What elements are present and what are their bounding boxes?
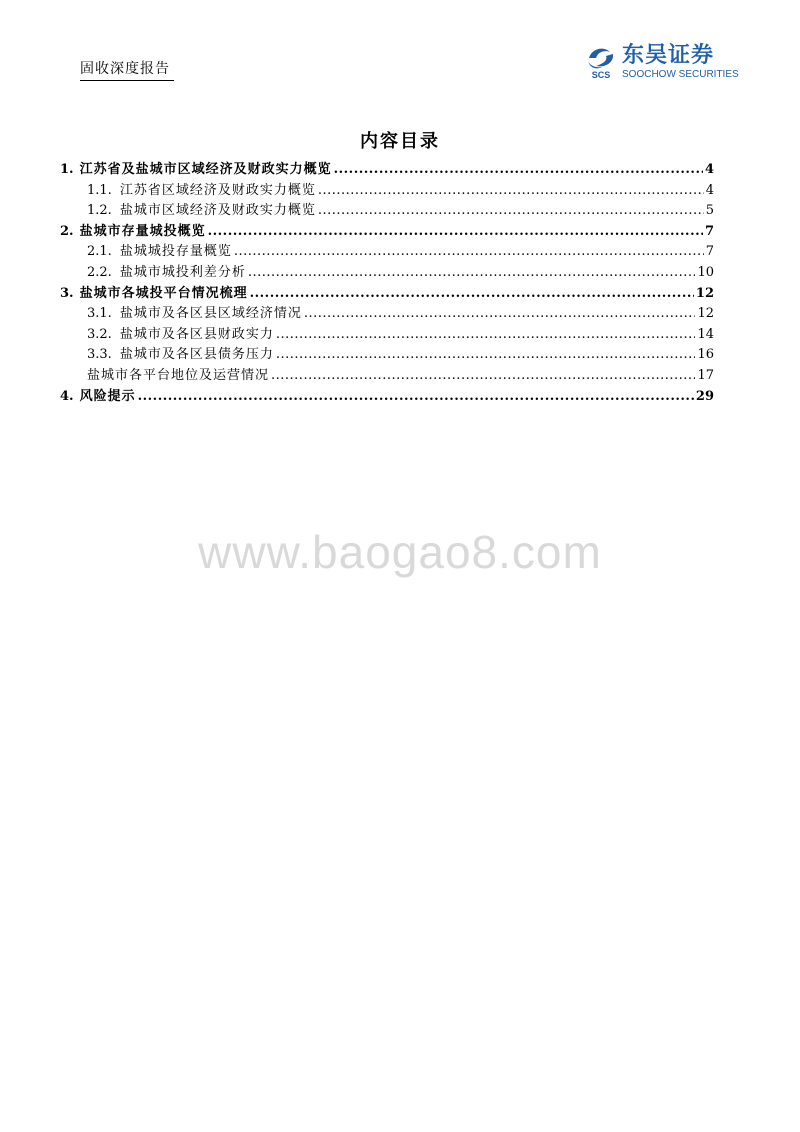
toc-entry[interactable] xyxy=(60,366,714,387)
toc-entry[interactable] xyxy=(60,263,714,284)
toc-leader-dots xyxy=(334,160,703,181)
toc-entry-title: 盐城市及各区县区域经济情况 xyxy=(119,306,302,322)
logo-english-name: SOOCHOW SECURITIES xyxy=(622,69,739,80)
header-underline xyxy=(80,80,174,81)
toc-entry-number: 2.2. xyxy=(87,264,112,280)
toc-entry-number: 1.2. xyxy=(87,203,112,219)
toc-entry-number: 3.3. xyxy=(87,347,112,363)
toc-entry-title: 盐城市城投利差分析 xyxy=(119,264,246,280)
toc-entry-page: 12 xyxy=(695,285,714,301)
toc-entry-page: 14 xyxy=(697,326,714,342)
toc-entry[interactable] xyxy=(60,160,714,181)
toc-leader-dots xyxy=(318,181,704,202)
logo-mark-text: SCS xyxy=(591,70,611,80)
toc-entry-title: 盐城市存量城投概览 xyxy=(79,223,206,239)
toc-leader-dots xyxy=(304,304,696,325)
toc-entry-number: 4. xyxy=(60,388,74,404)
toc-leader-dots xyxy=(138,387,694,408)
toc-entry-title: 盐城市各城投平台情况梳理 xyxy=(79,285,248,301)
toc-leader-dots xyxy=(250,284,694,305)
toc-entry-title: 盐城城投存量概览 xyxy=(119,244,232,260)
toc-entry[interactable] xyxy=(60,325,714,346)
toc-leader-dots xyxy=(318,201,704,222)
toc-entry-number: 2. xyxy=(60,223,74,239)
toc-leader-dots xyxy=(276,325,696,346)
toc-entry-page: 7 xyxy=(705,244,714,260)
company-logo xyxy=(584,44,754,80)
toc-entry[interactable] xyxy=(60,222,714,243)
toc-entry[interactable] xyxy=(60,345,714,366)
toc-entry[interactable] xyxy=(60,304,714,325)
toc-entry-number: 1.1. xyxy=(87,182,112,198)
toc-entry-title: 盐城市区域经济及财政实力概览 xyxy=(119,203,316,219)
toc-entry-number: 3.1. xyxy=(87,306,112,322)
toc-entry-page: 16 xyxy=(697,347,714,363)
table-of-contents xyxy=(60,160,714,407)
toc-entry[interactable] xyxy=(60,387,714,408)
logo-chinese-name: 东吴证券 xyxy=(622,43,715,68)
toc-entry-title: 盐城市及各区县财政实力 xyxy=(119,326,274,342)
toc-entry-page: 10 xyxy=(697,264,714,280)
toc-leader-dots xyxy=(276,345,696,366)
toc-entry-page: 4 xyxy=(705,182,714,198)
toc-entry[interactable] xyxy=(60,242,714,263)
toc-leader-dots xyxy=(208,222,703,243)
toc-entry-page: 29 xyxy=(695,388,714,404)
toc-entry[interactable] xyxy=(60,284,714,305)
toc-entry-title: 江苏省区域经济及财政实力概览 xyxy=(119,182,316,198)
report-type-label: 固收深度报告 xyxy=(80,61,170,77)
toc-entry-page: 4 xyxy=(704,162,714,177)
toc-leader-dots xyxy=(271,366,695,387)
watermark-text: www.baogao8.com xyxy=(198,526,602,578)
toc-entry-title: 盐城市各平台地位及运营情况 xyxy=(87,367,270,383)
toc-entry-title: 江苏省及盐城市区域经济及财政实力概览 xyxy=(79,162,332,177)
logo-mark-icon xyxy=(584,44,618,80)
toc-entry-page: 12 xyxy=(697,306,714,322)
toc-entry[interactable] xyxy=(60,201,714,222)
toc-entry-page: 5 xyxy=(705,203,714,219)
toc-entry-title: 盐城市及各区县债务压力 xyxy=(119,347,274,363)
toc-entry[interactable] xyxy=(60,181,714,202)
toc-leader-dots xyxy=(248,263,696,284)
toc-entry-number: 2.1. xyxy=(87,244,112,260)
toc-entry-title: 风险提示 xyxy=(79,388,136,404)
toc-entry-number: 3. xyxy=(60,285,74,301)
toc-entry-page: 17 xyxy=(697,367,714,383)
toc-entry-number: 3.2. xyxy=(87,326,112,342)
toc-leader-dots xyxy=(234,242,704,263)
toc-title: 内容目录 xyxy=(360,131,440,152)
toc-entry-number: 1. xyxy=(60,162,74,177)
toc-entry-page: 7 xyxy=(704,223,714,239)
